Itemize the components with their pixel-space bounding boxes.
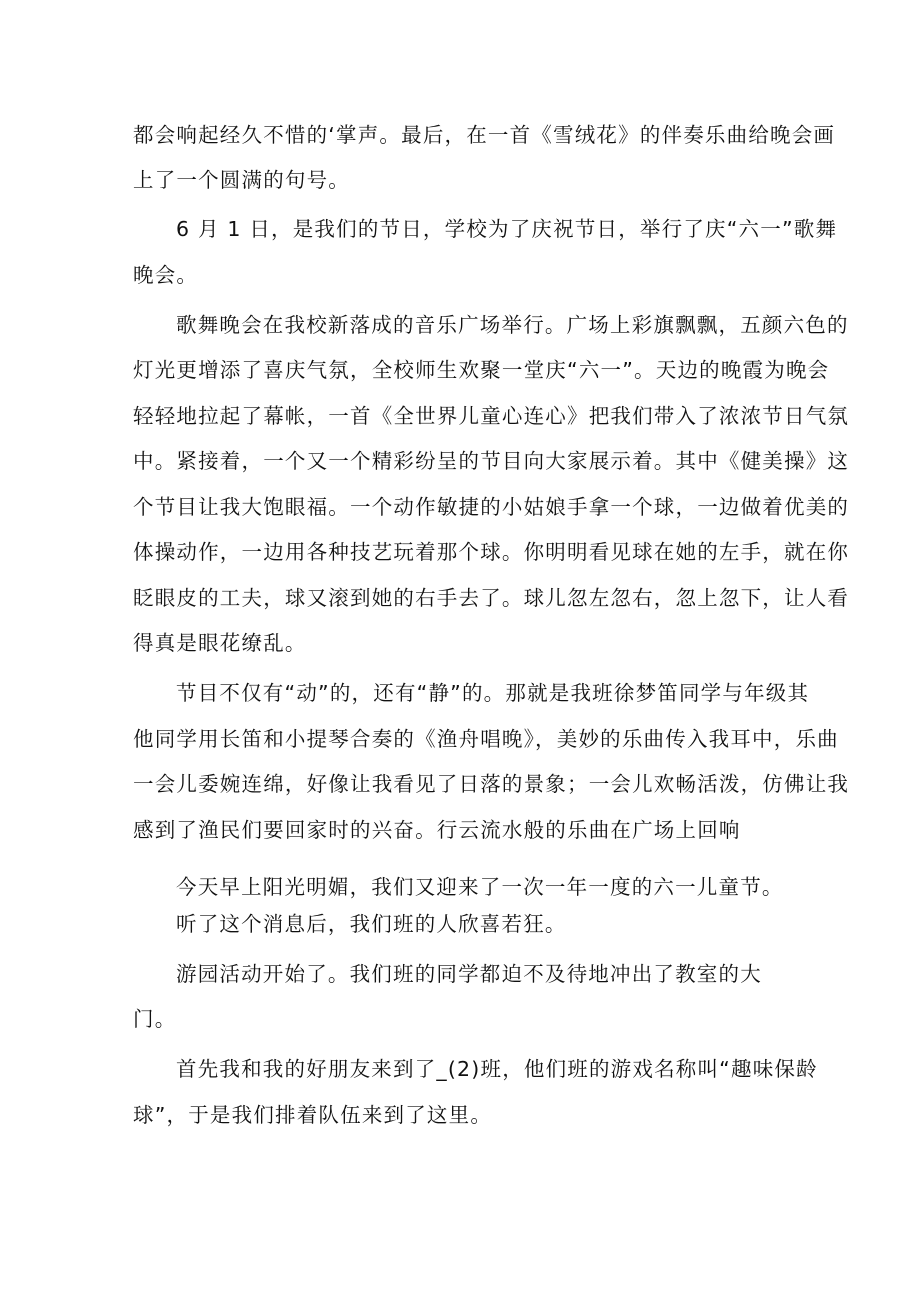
paragraph-line: 今天早上阳光明媚，我们又迎来了一次一年一度的六一儿童节。 (176, 875, 784, 899)
paragraph-line: 节目不仅有“动”的，还有“静”的。那就是我班徐梦笛同学与年级其 (176, 681, 810, 705)
paragraph-line: 听了这个消息后，我们班的人欣喜若狂。 (176, 912, 567, 936)
paragraph-line: 上了一个圆满的句号。 (133, 168, 350, 192)
paragraph-line: 首先我和我的好朋友来到了_(2)班，他们班的游戏名称叫“趣味保龄 (176, 1057, 818, 1081)
paragraph-line: 球”，于是我们排着队伍来到了这里。 (133, 1103, 493, 1127)
paragraph-line: 他同学用长笛和小提琴合奏的《渔舟唱晚》，美妙的乐曲传入我耳中，乐曲 (133, 727, 839, 751)
paragraph-line: 歌舞晚会在我校新落成的音乐广场举行。广场上彩旗飘飘，五颜六色的 (176, 313, 849, 337)
paragraph-line: 个节目让我大饱眼福。一个动作敏捷的小姑娘手拿一个球，一边做着优美的 (133, 495, 850, 519)
paragraph-line: 体操动作，一边用各种技艺玩着那个球。你明明看见球在她的左手，就在你 (133, 540, 850, 564)
paragraph-line: 门。 (133, 1007, 177, 1031)
paragraph-line: 游园活动开始了。我们班的同学都迫不及待地冲出了教室的大 (176, 962, 762, 986)
paragraph-line: 轻轻地拉起了幕帐，一首《全世界儿童心连心》把我们带入了浓浓节日气氛 (133, 404, 850, 428)
paragraph-line: 一会儿委婉连绵，好像让我看见了日落的景象；一会儿欢畅活泼，仿佛让我 (133, 772, 850, 796)
paragraph-line: 都会响起经久不惜的‘掌声。最后，在一首《雪绒花》的伴奏乐曲给晚会画 (133, 123, 836, 147)
paragraph-line: 晚会。 (133, 263, 199, 287)
paragraph-line: 眨眼皮的工夫，球又滚到她的右手去了。球儿忽左忽右，忽上忽下，让人看 (133, 586, 850, 610)
paragraph-line: 感到了渔民们要回家时的兴奋。行云流水般的乐曲在广场上回响 (133, 818, 741, 842)
paragraph-line: 中。紧接着，一个又一个精彩纷呈的节目向大家展示着。其中《健美操》这 (133, 449, 850, 473)
paragraph-line: 得真是眼花缭乱。 (133, 631, 307, 655)
paragraph-line: 灯光更增添了喜庆气氛，全校师生欢聚一堂庆“六一”。天边的晚霞为晚会 (133, 358, 830, 382)
paragraph-line: 6 月 1 日，是我们的节日，学校为了庆祝节日，举行了庆“六一”歌舞 (176, 217, 838, 241)
